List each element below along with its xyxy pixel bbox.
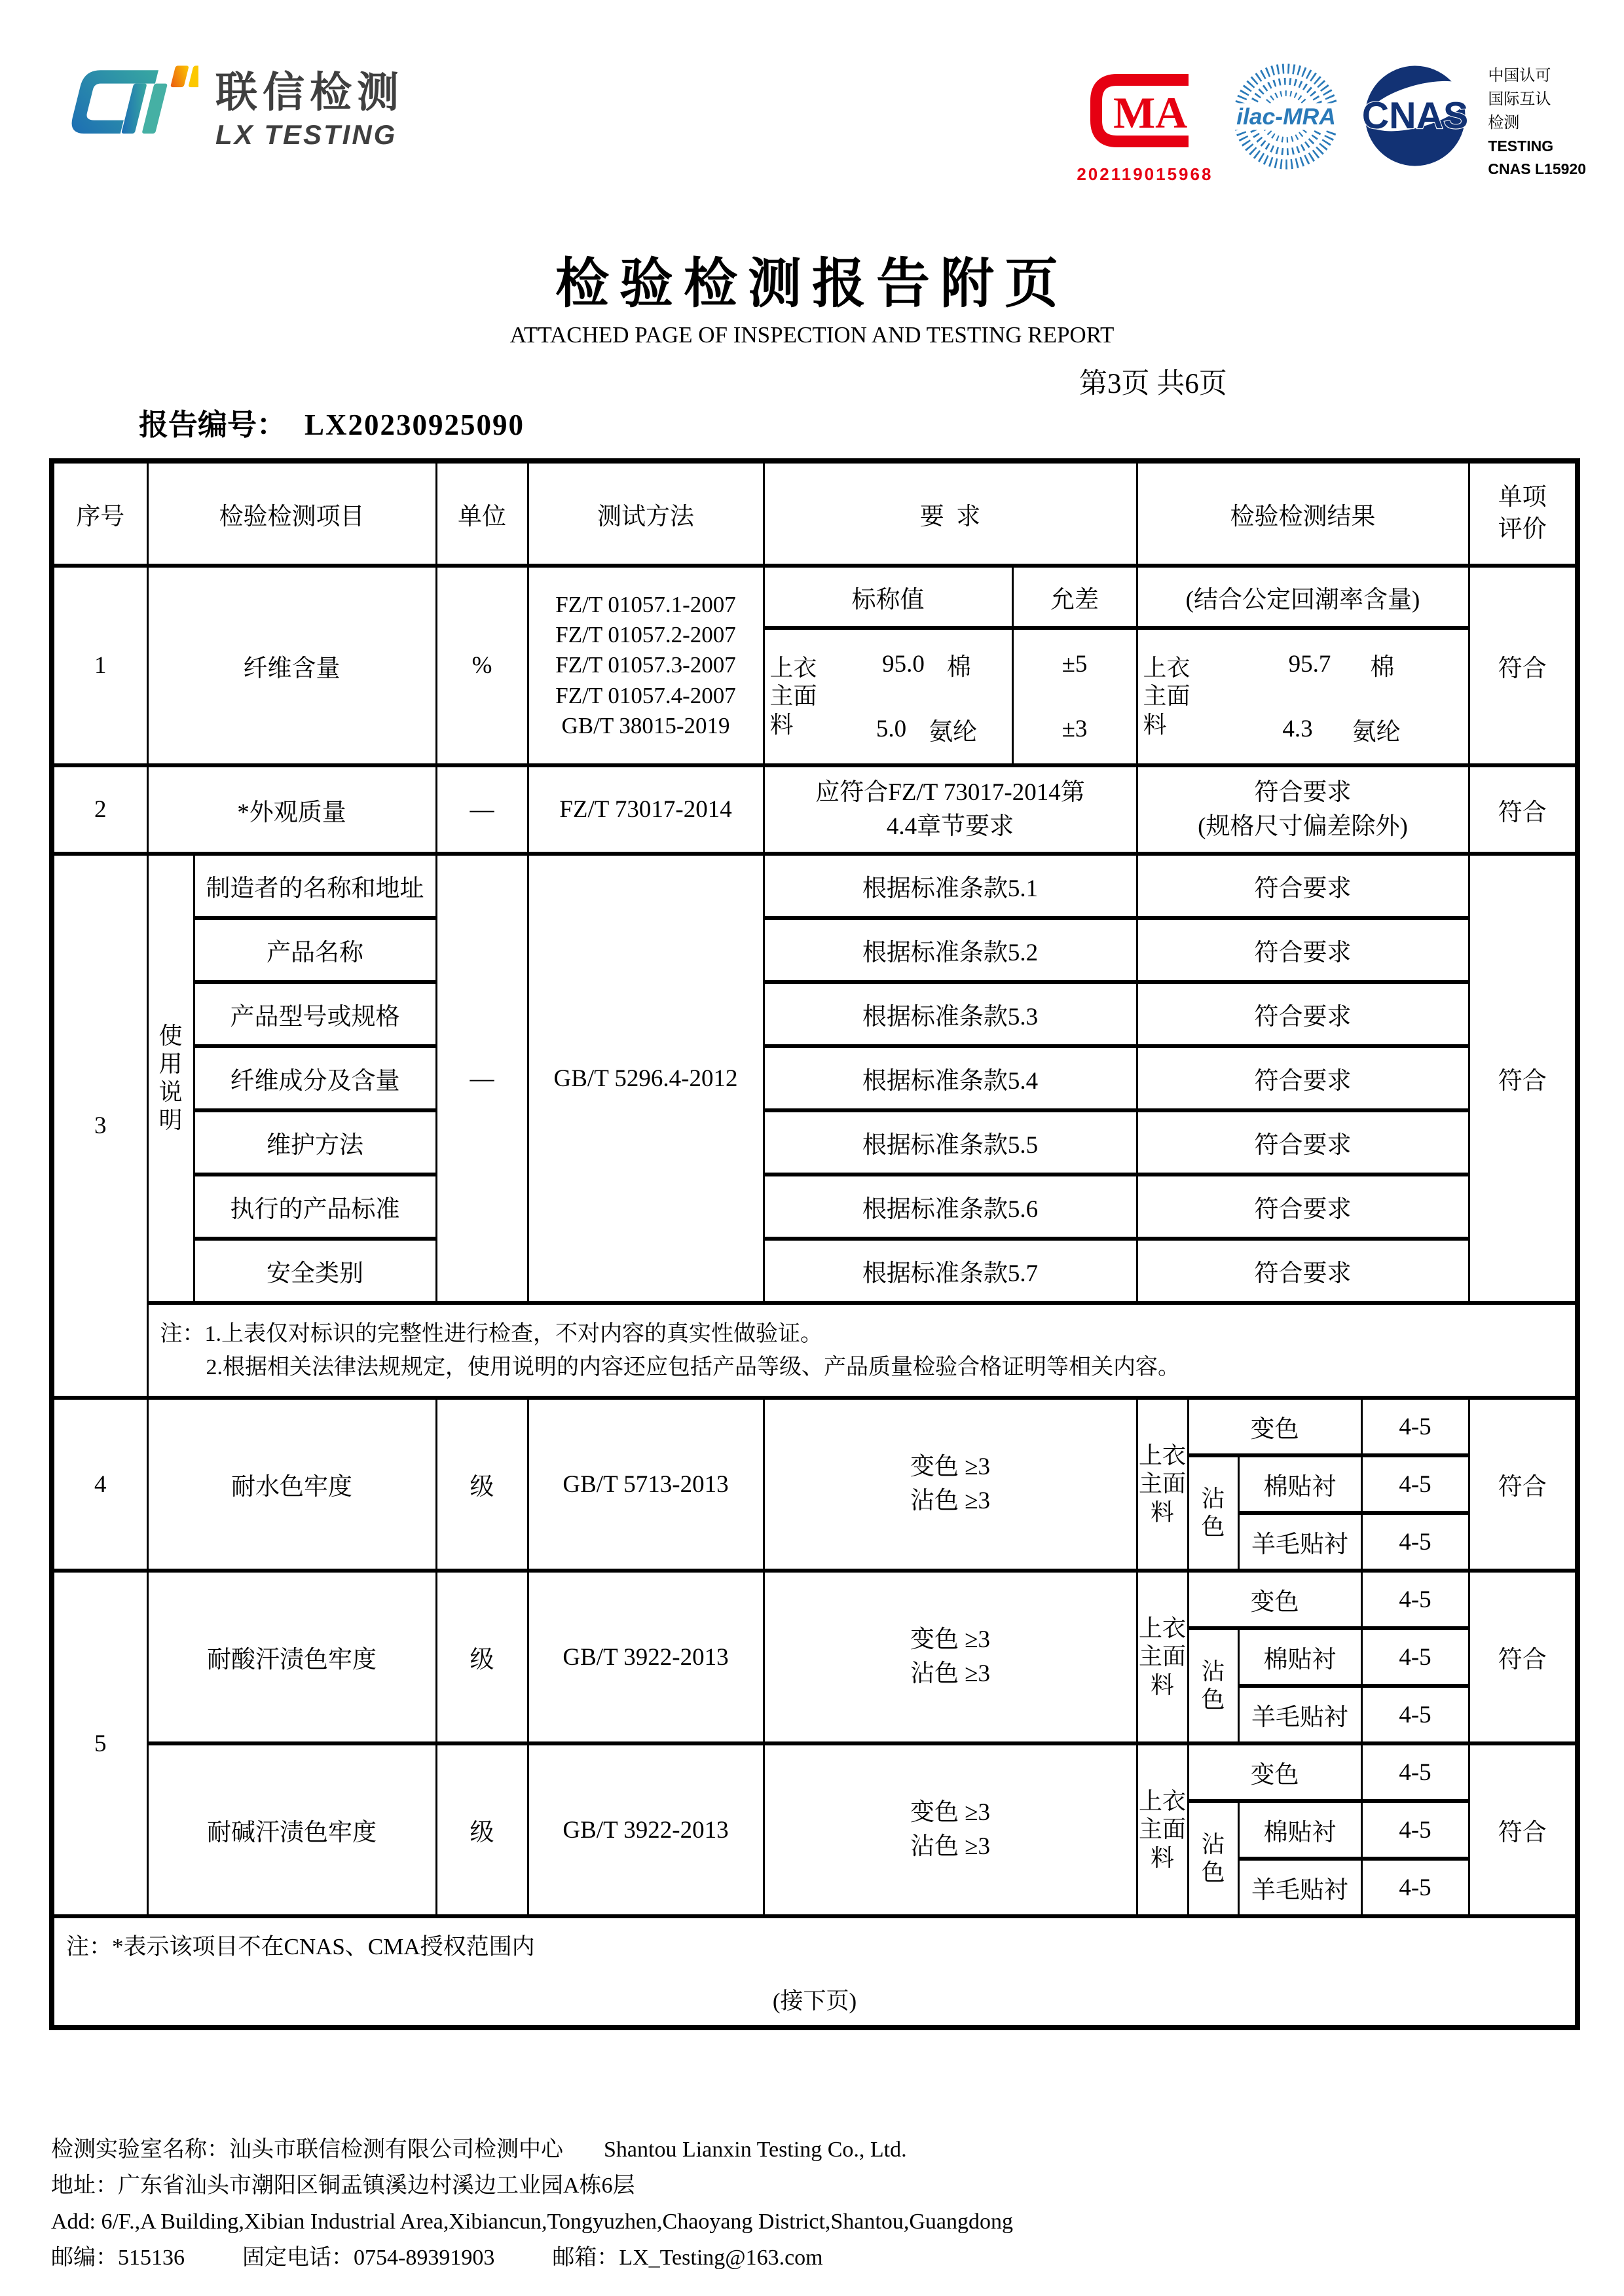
row5b-sample-label: 上衣 主面 料 bbox=[1137, 1743, 1188, 1916]
row5b-sub-value: 4-5 bbox=[1361, 1859, 1469, 1916]
accr-line: TESTING bbox=[1488, 137, 1554, 155]
row5b-method: GB/T 3922-2013 bbox=[528, 1743, 764, 1916]
row1-sample-label: 上衣 主面 料 bbox=[769, 655, 817, 738]
cma-badge bbox=[1077, 60, 1213, 185]
row2-result: 符合要求 (规格尺寸偏差除外) bbox=[1137, 765, 1469, 854]
row3-method: GB/T 5296.4-2012 bbox=[528, 854, 764, 1303]
accreditation-text bbox=[1488, 60, 1586, 180]
row4-sub-value: 4-5 bbox=[1361, 1398, 1469, 1455]
row4-staining-label: 沾 色 bbox=[1188, 1455, 1238, 1571]
inspection-results-table bbox=[49, 458, 1580, 2030]
ilac-mra-icon bbox=[1230, 60, 1342, 176]
row3-result: 符合要求 bbox=[1137, 1110, 1469, 1175]
row5b-sub1 bbox=[52, 1743, 1578, 1801]
row4-sub1 bbox=[52, 1398, 1578, 1455]
row4-sub-value: 4-5 bbox=[1361, 1513, 1469, 1571]
row3-result: 符合要求 bbox=[1137, 1239, 1469, 1303]
accreditation-badges bbox=[1077, 60, 1586, 185]
accr-line: CNAS L15920 bbox=[1488, 160, 1586, 177]
accr-line: 中国认可 bbox=[1488, 67, 1551, 84]
report-number-label: 报告编号： bbox=[139, 409, 287, 441]
row3-evaluation: 符合 bbox=[1469, 854, 1578, 1303]
row4-sub-value: 4-5 bbox=[1361, 1455, 1469, 1513]
row3-unit: — bbox=[436, 854, 528, 1303]
row5b-sub-label: 变色 bbox=[1188, 1743, 1361, 1801]
header-evaluation: 单项评价 bbox=[1469, 461, 1578, 566]
row5a-evaluation: 符合 bbox=[1469, 1571, 1578, 1743]
row3-item-label: 纤维成分及含量 bbox=[194, 1046, 436, 1110]
row2-no: 2 bbox=[52, 765, 147, 854]
row1-result-header: (结合公定回潮率含量) bbox=[1137, 566, 1469, 628]
row3-sub3 bbox=[52, 982, 1578, 1046]
row2 bbox=[52, 765, 1578, 854]
continue-note: (接下页) bbox=[772, 1988, 857, 2014]
lx-logo-mark-icon bbox=[51, 47, 198, 162]
row3-item-label: 产品型号或规格 bbox=[194, 982, 436, 1046]
header-unit: 单位 bbox=[436, 461, 528, 566]
bottom-note bbox=[52, 1916, 1578, 2028]
row5a-sub-label: 棉贴衬 bbox=[1238, 1628, 1361, 1686]
row2-item: *外观质量 bbox=[147, 765, 436, 854]
row3-sub7 bbox=[52, 1239, 1578, 1303]
row4-method: GB/T 5713-2013 bbox=[528, 1398, 764, 1571]
row5a-unit: 级 bbox=[436, 1571, 528, 1743]
report-number-value: LX20230925090 bbox=[304, 409, 525, 441]
row5a-sub-value: 4-5 bbox=[1361, 1571, 1469, 1628]
method-line: FZ/T 01057.3-2007 bbox=[555, 652, 736, 678]
accr-line: 国际互认 bbox=[1488, 91, 1551, 108]
cnas-badge bbox=[1359, 60, 1471, 175]
cma-number: 202119015968 bbox=[1077, 164, 1213, 184]
row1-nominal-value-list: 95.0 棉 5.0 氨纶 bbox=[876, 651, 978, 746]
row5a-requirement: 变色 ≥3 沾色 ≥3 bbox=[764, 1571, 1137, 1743]
row3-sub2 bbox=[52, 918, 1578, 982]
row1-nominal-values bbox=[764, 628, 1012, 765]
row1-item: 纤维含量 bbox=[147, 566, 436, 765]
row4-sub-label: 羊毛贴衬 bbox=[1238, 1513, 1361, 1571]
row4-item: 耐水色牢度 bbox=[147, 1398, 436, 1571]
row5b-evaluation: 符合 bbox=[1469, 1743, 1578, 1916]
row4-sub-label: 棉贴衬 bbox=[1238, 1455, 1361, 1513]
row3-sub4 bbox=[52, 1046, 1578, 1110]
cma-icon bbox=[1079, 60, 1210, 163]
row3-requirement: 根据标准条款5.3 bbox=[764, 982, 1137, 1046]
row1-tolerance-values: ±5 ±3 bbox=[1012, 628, 1137, 765]
row1-unit: % bbox=[436, 566, 528, 765]
accr-line: 检测 bbox=[1488, 115, 1520, 132]
header-no: 序号 bbox=[52, 461, 147, 566]
row5b-sub-value: 4-5 bbox=[1361, 1801, 1469, 1859]
row3-item-label: 执行的产品标准 bbox=[194, 1175, 436, 1239]
row3-group-label: 使 用 说 明 bbox=[147, 854, 194, 1303]
row2-evaluation: 符合 bbox=[1469, 765, 1578, 854]
row4-requirement: 变色 ≥3 沾色 ≥3 bbox=[764, 1398, 1137, 1571]
footer-address-cn: 地址：广东省汕头市潮阳区铜盂镇溪边村溪边工业园A栋6层 bbox=[51, 2174, 635, 2198]
row5a-sample-label: 上衣 主面 料 bbox=[1137, 1571, 1188, 1743]
page-title: 检验检测报告附页 bbox=[555, 254, 1069, 314]
row5b-sub-label: 羊毛贴衬 bbox=[1238, 1859, 1361, 1916]
row3-requirement: 根据标准条款5.6 bbox=[764, 1175, 1137, 1239]
row5a-sub-value: 4-5 bbox=[1361, 1628, 1469, 1686]
row1-methods bbox=[528, 566, 764, 765]
row5a-sub-value: 4-5 bbox=[1361, 1686, 1469, 1743]
method-line: FZ/T 01057.1-2007 bbox=[555, 592, 736, 618]
row5a-sub-label: 变色 bbox=[1188, 1571, 1361, 1628]
company-logo bbox=[51, 47, 404, 162]
row2-requirement: 应符合FZ/T 73017-2014第 4.4章节要求 bbox=[764, 765, 1137, 854]
row3-result: 符合要求 bbox=[1137, 1046, 1469, 1110]
row1-subheader bbox=[52, 566, 1578, 628]
row5a-staining-label: 沾 色 bbox=[1188, 1628, 1238, 1743]
row4-no: 4 bbox=[52, 1398, 147, 1571]
row3-result: 符合要求 bbox=[1137, 1175, 1469, 1239]
row3-sub1 bbox=[52, 854, 1578, 918]
logo-cn-text: 联信检测 bbox=[215, 68, 404, 116]
row1-result-sample-label: 上衣 主面 料 bbox=[1143, 655, 1190, 738]
row5a-method: GB/T 3922-2013 bbox=[528, 1571, 764, 1743]
logo-text bbox=[215, 59, 404, 151]
lab-footer bbox=[51, 2132, 1583, 2276]
footer-email: 邮箱：LX_Testing@163.com bbox=[552, 2246, 823, 2270]
row5b-item: 耐碱汗渍色牢度 bbox=[147, 1743, 436, 1916]
row5b-staining-label: 沾 色 bbox=[1188, 1801, 1238, 1916]
row1-result-values bbox=[1137, 628, 1469, 765]
row4-evaluation: 符合 bbox=[1469, 1398, 1578, 1571]
footer-tel: 固定电话：0754-89391903 bbox=[242, 2246, 495, 2270]
row5a-sub1 bbox=[52, 1571, 1578, 1628]
row1-result-value-list: 95.7 棉 4.3 氨纶 bbox=[1282, 651, 1401, 746]
row3-item-label: 安全类别 bbox=[194, 1239, 436, 1303]
svg-text:MA: MA bbox=[1113, 88, 1188, 137]
row1-evaluation: 符合 bbox=[1469, 566, 1578, 765]
footer-zip: 邮编：515136 bbox=[51, 2246, 185, 2270]
logo-en-text: LX TESTING bbox=[215, 118, 397, 150]
row3-note-row bbox=[52, 1303, 1578, 1398]
footer-contact bbox=[51, 2240, 1583, 2276]
row5b-sub-label: 棉贴衬 bbox=[1238, 1801, 1361, 1859]
row3-item-label: 维护方法 bbox=[194, 1110, 436, 1175]
row3-requirement: 根据标准条款5.5 bbox=[764, 1110, 1137, 1175]
row3-item-label: 制造者的名称和地址 bbox=[194, 854, 436, 918]
page-subtitle: ATTACHED PAGE OF INSPECTION AND TESTING REPORT bbox=[509, 322, 1115, 348]
row2-unit: — bbox=[436, 765, 528, 854]
svg-text:CNAS: CNAS bbox=[1362, 95, 1469, 137]
row5b-requirement: 变色 ≥3 沾色 ≥3 bbox=[764, 1743, 1137, 1916]
row3-item-label: 产品名称 bbox=[194, 918, 436, 982]
table-header-row bbox=[52, 461, 1578, 566]
row3-result: 符合要求 bbox=[1137, 918, 1469, 982]
row3-result: 符合要求 bbox=[1137, 982, 1469, 1046]
header-requirement: 要 求 bbox=[764, 461, 1137, 566]
scope-note: 注：*表示该项目不在CNAS、CMA授权范围内 bbox=[66, 1934, 535, 1959]
row5b-sub-value: 4-5 bbox=[1361, 1743, 1469, 1801]
method-line: FZ/T 01057.4-2007 bbox=[555, 682, 736, 708]
svg-text:ilac-MRA: ilac-MRA bbox=[1236, 103, 1337, 130]
method-line: FZ/T 01057.2-2007 bbox=[555, 622, 736, 648]
row3-sub5 bbox=[52, 1110, 1578, 1175]
row3-no: 3 bbox=[52, 854, 147, 1398]
report-number bbox=[139, 401, 525, 443]
bottom-note-row bbox=[52, 1916, 1578, 2028]
row3-result: 符合要求 bbox=[1137, 854, 1469, 918]
row4-sub-label: 变色 bbox=[1188, 1398, 1361, 1455]
ilac-mra-badge bbox=[1230, 60, 1342, 176]
row2-method: FZ/T 73017-2014 bbox=[528, 765, 764, 854]
row1-nominal-header: 标称值 bbox=[764, 566, 1012, 628]
row1-tolerance-header: 允差 bbox=[1012, 566, 1137, 628]
footer-address-en: Add: 6/F.,A Building,Xibian Industrial Area,Xibiancun,Tongyuzhen,Chaoyang District,Shantou,Guangdong bbox=[51, 2210, 1013, 2234]
row4-sample-label: 上衣 主面 料 bbox=[1137, 1398, 1188, 1571]
page-number: 第3页 共6页 bbox=[1079, 369, 1227, 399]
row4-unit: 级 bbox=[436, 1398, 528, 1571]
header-method: 测试方法 bbox=[528, 461, 764, 566]
row5b-unit: 级 bbox=[436, 1743, 528, 1916]
header-item: 检验检测项目 bbox=[147, 461, 436, 566]
method-line: GB/T 38015-2019 bbox=[561, 712, 730, 738]
row3-requirement: 根据标准条款5.7 bbox=[764, 1239, 1137, 1303]
header-result: 检验检测结果 bbox=[1137, 461, 1469, 566]
row3-requirement: 根据标准条款5.2 bbox=[764, 918, 1137, 982]
cnas-icon bbox=[1359, 60, 1471, 175]
row5a-sub-label: 羊毛贴衬 bbox=[1238, 1686, 1361, 1743]
row3-requirement: 根据标准条款5.4 bbox=[764, 1046, 1137, 1110]
row5-no: 5 bbox=[52, 1571, 147, 1916]
footer-lab-name: 检测实验室名称：汕头市联信检测有限公司检测中心 Shantou Lianxin Testing Co., Ltd. bbox=[51, 2138, 907, 2162]
row3-sub6 bbox=[52, 1175, 1578, 1239]
row3-note: 注：1.上表仅对标识的完整性进行检查，不对内容的真实性做验证。 2.根据相关法律法规规定，使用说明的内容还应包括产品等级、产品质量检验合格证明等相关内容。 bbox=[147, 1303, 1578, 1398]
row3-requirement: 根据标准条款5.1 bbox=[764, 854, 1137, 918]
row1-no: 1 bbox=[52, 566, 147, 765]
row5a-item: 耐酸汗渍色牢度 bbox=[147, 1571, 436, 1743]
